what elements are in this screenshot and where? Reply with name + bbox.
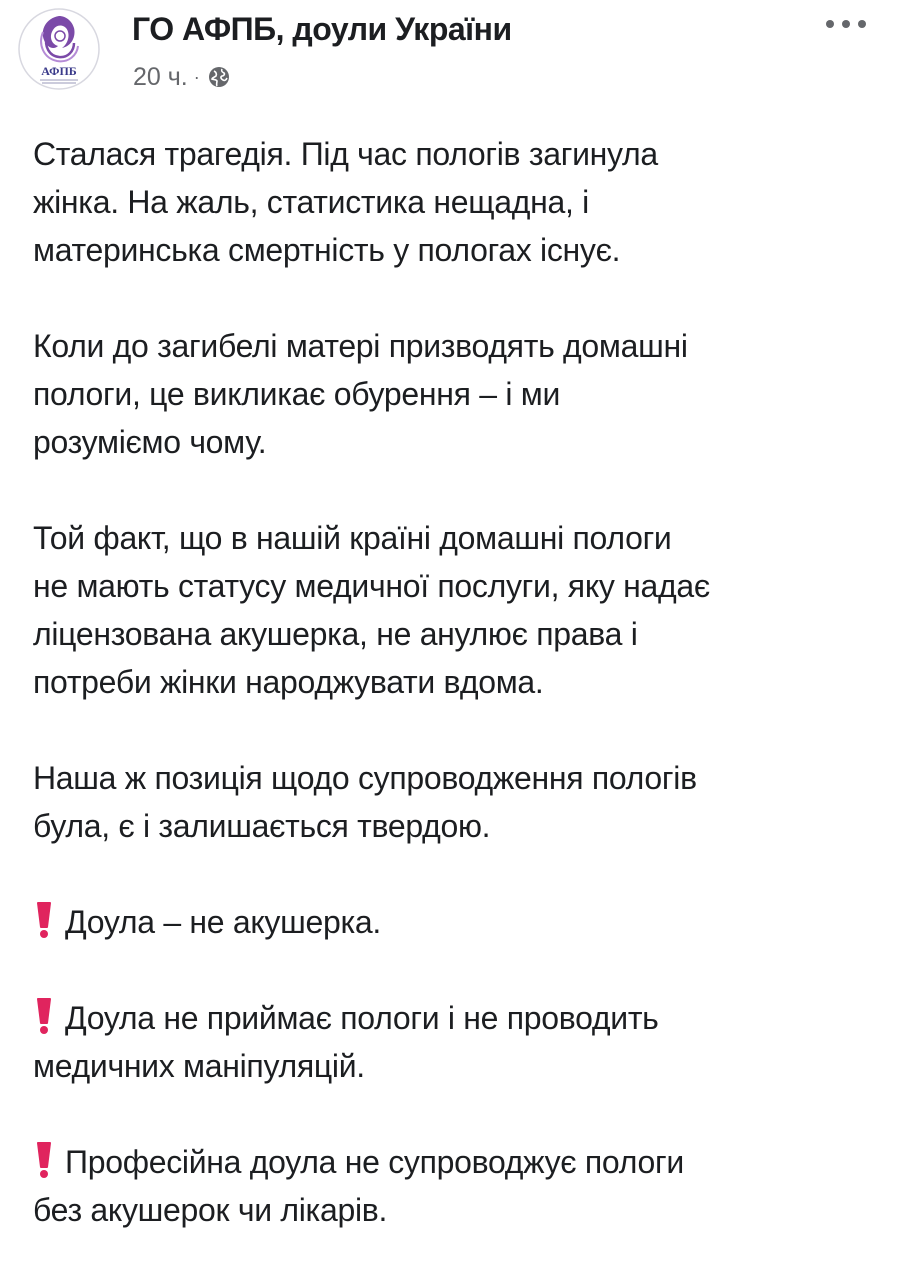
exclamation-icon: [33, 1141, 55, 1179]
meta-separator: ·: [193, 66, 200, 87]
post-meta: [133, 62, 230, 92]
post-text: [33, 130, 883, 1234]
globe-icon[interactable]: [208, 66, 230, 88]
page-avatar[interactable]: [16, 6, 116, 92]
page-name[interactable]: ГО АФПБ, доули України: [132, 11, 512, 47]
point-item: [33, 994, 883, 1090]
more-dots-icon: [822, 17, 870, 31]
point-text: Доула не приймає пологи і не проводить медичних маніпуляцій.: [33, 1000, 659, 1084]
more-options-button[interactable]: [818, 4, 874, 44]
afpb-logo-icon: [16, 6, 116, 92]
post-paragraph: Коли до загибелі матері призводять домашні пологи, це викликає обурення – і ми розуміємо чому.: [33, 328, 688, 460]
point-item: [33, 1138, 883, 1234]
point-item: [33, 898, 883, 946]
post-paragraph: Той факт, що в нашій країні домашні пологи не мають статусу медичної послуги, яку надає ліцензована акушерка, не анулює права і потреби жінки народжувати вдома.: [33, 520, 710, 700]
exclamation-icon: [33, 901, 55, 939]
point-text: Професійна доула не супроводжує пологи без акушерок чи лікарів.: [33, 1144, 684, 1228]
post-time[interactable]: 20 ч.: [133, 62, 188, 91]
post-paragraph: Наша ж позиція щодо супроводження пологів була, є і залишається твердою.: [33, 760, 697, 844]
post-paragraph: Сталася трагедія. Під час пологів загинула жінка. На жаль, статистика нещадна, і материнська смертність у пологах існує.: [33, 136, 658, 268]
point-text: Доула – не акушерка.: [65, 904, 381, 940]
exclamation-icon: [33, 997, 55, 1035]
svg-text:АФПБ: АФПБ: [41, 64, 77, 78]
post-header: [0, 0, 903, 110]
